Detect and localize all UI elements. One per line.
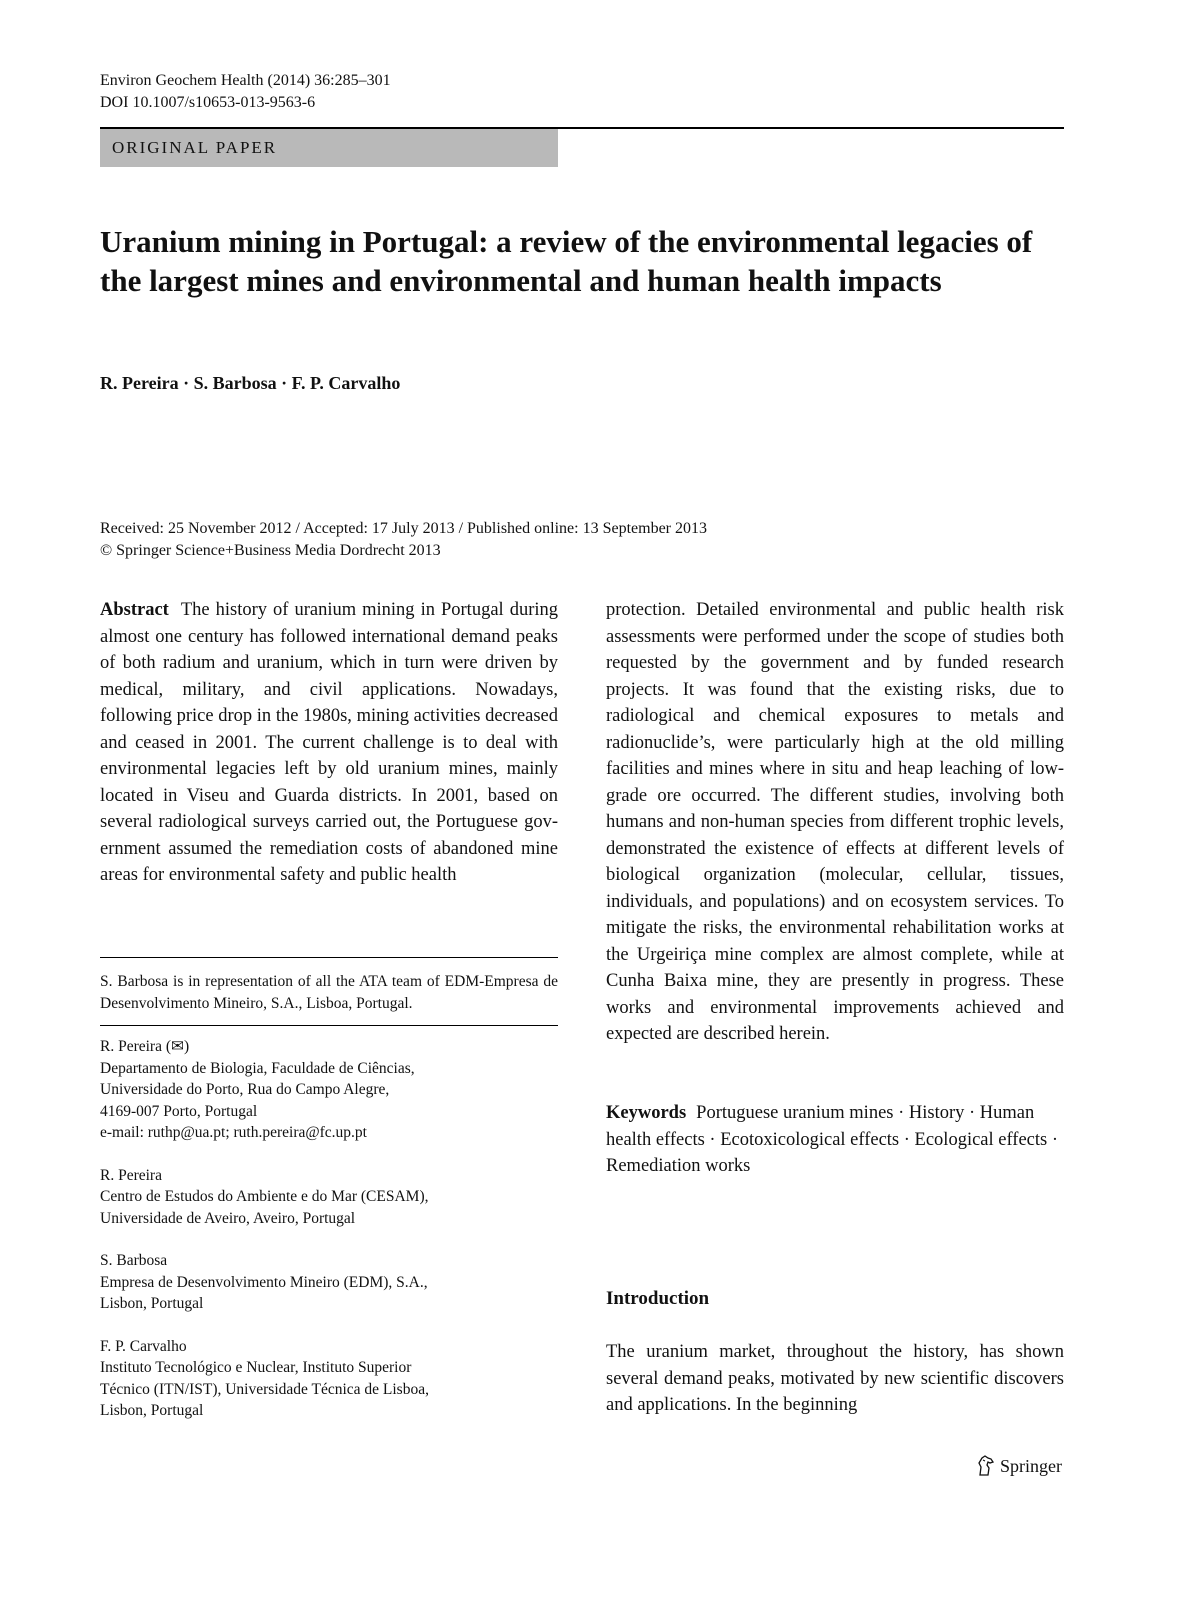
journal-header [100, 70, 391, 114]
affiliation-1 [100, 1036, 558, 1144]
affiliation-name: F. P. Carvalho [100, 1337, 187, 1355]
affiliation-line: Departamento de Biologia, Faculdade de Ciências, [100, 1059, 415, 1077]
date-history: Received: 25 November 2012 / Accepted: 17 July 2013 / Published online: 13 September 2013 [100, 520, 708, 537]
publication-dates [100, 518, 707, 562]
affiliation-email[interactable]: e-mail: ruthp@ua.pt; ruth.pereira@fc.up.pt [100, 1124, 367, 1141]
abstract-text-left: The history of uranium mining in Portugal during almost one century has followed international demand peaks of both radium and uranium, which in turn were driven by medical, military, and civil applications. Nowadays, following price drop in the 1980s, mining activities decreased and ceased in 2001. The current challenge is to deal with environmental legacies left by old uranium mines, mainly located in Viseu and Guarda districts. In 2001, based on several radiological surveys carried out, the Portuguese government assumed the remediation costs of abandoned mine areas for environmental safety and public health [100, 600, 558, 885]
affiliation-name: R. Pereira [100, 1166, 162, 1184]
paper-title: Uranium mining in Portugal: a review of the environmental legacies of the largest mines and environmental and human health impacts [100, 224, 1033, 298]
affiliation-line: Universidade de Aveiro, Aveiro, Portugal [100, 1209, 356, 1227]
affiliation-4 [100, 1336, 558, 1422]
copyright-notice: © Springer Science+Business Media Dordrecht 2013 [100, 542, 441, 559]
journal-citation: Environ Geochem Health (2014) 36:285–301 [100, 72, 391, 89]
affiliation-3 [100, 1250, 558, 1315]
affiliation-line: Universidade do Porto, Rua do Campo Alegre, [100, 1081, 390, 1098]
introduction-text: The uranium market, throughout the history, has shown several demand peaks, motivated by new scientific discovers and applications. In the beginning [606, 1342, 1064, 1415]
abstract-right: protection. Detailed environmental and public health risk assessments were performed under the scope of studies both requested by the government and by funded research projects. It was found that the existing risks, due to radiological and chemical exposures to metals and radionuclide’s, were particularly high at the old milling facilities and mines where in situ and heap leaching of low-grade ore occurred. The different studies, involving both humans and non-human species from different trophic levels, demonstrated the existence of effects at different levels of biological organization (molecular, cellular, tissues, individuals, and populations) and on ecosystem services. To mitigate the risks, the environmental rehabilitation works at the Urgeiriça mine complex are almost complete, while at Cunha Baixa mine, they are presently in progress. These works and environmental improvements achieved and expected are described herein. [606, 600, 1064, 1044]
keywords-label: Keywords [606, 1103, 687, 1123]
footnote-rule [100, 957, 558, 958]
keywords-text: Portuguese uranium mines · History · Human health effects · Ecotoxicological effects · Ecological effects · Remediation works [606, 1103, 1059, 1176]
affiliation-line: Lisbon, Portugal [100, 1402, 204, 1419]
paper-type-banner: ORIGINAL PAPER [100, 129, 558, 167]
publisher-logo [976, 1455, 1062, 1477]
springer-horse-icon [976, 1455, 996, 1477]
team-footnote: S. Barbosa is in representation of all the ATA team of EDM-Empresa de Desenvolvimento Mineiro, S.A., Lisboa, Portugal. [100, 973, 558, 1012]
author-list: R. Pereira · S. Barbosa · F. P. Carvalho [100, 373, 401, 393]
affiliation-name: S. Barbosa [100, 1252, 168, 1269]
affiliation-2 [100, 1165, 558, 1230]
publisher-name: Springer [1000, 1455, 1062, 1476]
affiliation-rule [100, 1025, 558, 1026]
abstract-left [100, 597, 558, 889]
introduction-heading: Introduction [606, 1288, 710, 1309]
affiliation-name: R. Pereira (✉) [100, 1038, 190, 1055]
affiliation-line: Instituto Tecnológico e Nuclear, Instituto Superior [100, 1359, 412, 1376]
journal-doi[interactable]: DOI 10.1007/s10653-013-9563-6 [100, 94, 316, 111]
abstract-label: Abstract [100, 600, 169, 620]
affiliations [100, 1036, 558, 1443]
keywords [606, 1100, 1064, 1180]
affiliation-line: 4169-007 Porto, Portugal [100, 1102, 258, 1120]
affiliation-line: Lisbon, Portugal [100, 1295, 204, 1312]
affiliation-line: Centro de Estudos do Ambiente e do Mar (CESAM), [100, 1188, 429, 1205]
affiliation-line: Empresa de Desenvolvimento Mineiro (EDM), S.A., [100, 1273, 428, 1291]
affiliation-line: Técnico (ITN/IST), Universidade Técnica de Lisboa, [100, 1380, 429, 1398]
